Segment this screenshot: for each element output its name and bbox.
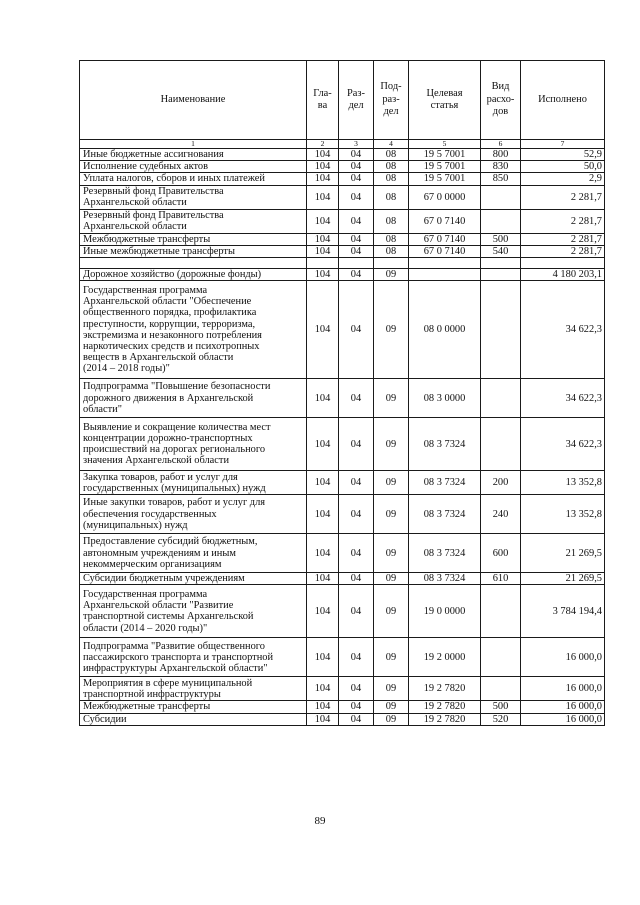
row-statya: 19 2 7820 [409,677,481,701]
row-vid [481,585,521,638]
table-row [80,638,605,677]
row-razdel: 04 [339,185,374,209]
row-executed: 52,9 [521,149,605,161]
row-podrazdel: 09 [374,701,409,713]
header-statya: Целевая статья [409,61,481,140]
row-razdel: 04 [339,209,374,233]
table-row [80,701,605,713]
table-row [80,418,605,471]
row-razdel: 04 [339,713,374,725]
row-razdel [339,258,374,269]
row-podrazdel: 09 [374,471,409,495]
row-vid [481,379,521,418]
row-vid: 830 [481,161,521,173]
row-statya: 19 0 0000 [409,585,481,638]
row-executed: 34 622,3 [521,281,605,379]
row-vid: 520 [481,713,521,725]
header-razdel: Раз- дел [339,61,374,140]
row-razdel: 04 [339,471,374,495]
row-executed: 3 784 194,4 [521,585,605,638]
row-vid: 200 [481,471,521,495]
row-razdel: 04 [339,245,374,257]
row-executed: 34 622,3 [521,418,605,471]
row-vid: 240 [481,495,521,534]
table-row [80,245,605,257]
table-row [80,471,605,495]
row-name: Государственная программа Архангельской области "Развитие транспортной системы Архангельской области (2014 – 2020 годы)" [80,585,307,638]
row-glava: 104 [307,149,339,161]
table-row [80,209,605,233]
row-glava: 104 [307,379,339,418]
column-number: 3 [339,140,374,149]
row-razdel: 04 [339,418,374,471]
row-podrazdel: 09 [374,534,409,573]
row-name: Резервный фонд Правительства Архангельской области [80,185,307,209]
column-number: 1 [80,140,307,149]
row-glava: 104 [307,638,339,677]
row-podrazdel: 09 [374,379,409,418]
row-name: Мероприятия в сфере муниципальной транспортной инфраструктуры [80,677,307,701]
row-name: Межбюджетные трансферты [80,701,307,713]
row-razdel: 04 [339,379,374,418]
column-number: 5 [409,140,481,149]
row-name: Субсидии [80,713,307,725]
row-podrazdel: 08 [374,173,409,185]
row-statya: 08 3 7324 [409,534,481,573]
row-razdel: 04 [339,269,374,281]
table-row [80,161,605,173]
row-statya: 19 5 7001 [409,149,481,161]
table-row [80,149,605,161]
row-glava: 104 [307,161,339,173]
row-statya [409,269,481,281]
header-glava: Гла- ва [307,61,339,140]
row-vid: 540 [481,245,521,257]
row-name: Иные бюджетные ассигнования [80,149,307,161]
row-executed: 4 180 203,1 [521,269,605,281]
row-vid [481,269,521,281]
header-podrazdel: Под- раз- дел [374,61,409,140]
row-podrazdel [374,258,409,269]
row-name: Выявление и сокращение количества мест концентрации дорожно-транспортных происшествий на дорогах регионального значения Архангельской области [80,418,307,471]
row-vid [481,677,521,701]
row-executed: 21 269,5 [521,573,605,585]
row-glava: 104 [307,713,339,725]
row-vid: 500 [481,233,521,245]
table-row [80,534,605,573]
column-number: 2 [307,140,339,149]
row-razdel: 04 [339,281,374,379]
row-vid: 800 [481,149,521,161]
row-razdel: 04 [339,173,374,185]
row-glava: 104 [307,233,339,245]
row-name: Субсидии бюджетным учреждениям [80,573,307,585]
row-glava: 104 [307,701,339,713]
table-row [80,585,605,638]
column-number: 6 [481,140,521,149]
row-executed: 2 281,7 [521,209,605,233]
row-podrazdel: 09 [374,418,409,471]
row-executed: 34 622,3 [521,379,605,418]
row-vid [481,418,521,471]
row-name [80,258,307,269]
table-row [80,281,605,379]
row-executed: 13 352,8 [521,471,605,495]
column-number: 4 [374,140,409,149]
table-row [80,173,605,185]
row-name: Резервный фонд Правительства Архангельской области [80,209,307,233]
row-name: Предоставление субсидий бюджетным, автономным учреждениям и иным некоммерческим организациям [80,534,307,573]
row-statya: 67 0 7140 [409,245,481,257]
header-executed: Исполнено [521,61,605,140]
table-row [80,185,605,209]
row-name: Закупка товаров, работ и услуг для государственных (муниципальных) нужд [80,471,307,495]
table-row [80,677,605,701]
row-podrazdel: 08 [374,209,409,233]
row-statya: 08 0 0000 [409,281,481,379]
row-name: Межбюджетные трансферты [80,233,307,245]
row-executed: 50,0 [521,161,605,173]
row-name: Подпрограмма "Повышение безопасности дорожного движения в Архангельской области" [80,379,307,418]
budget-execution-table [79,60,605,726]
row-glava: 104 [307,495,339,534]
row-executed: 16 000,0 [521,701,605,713]
row-name: Уплата налогов, сборов и иных платежей [80,173,307,185]
row-glava: 104 [307,269,339,281]
row-executed: 21 269,5 [521,534,605,573]
row-statya: 67 0 7140 [409,209,481,233]
row-glava: 104 [307,418,339,471]
table-row [80,233,605,245]
table-row [80,713,605,725]
row-razdel: 04 [339,534,374,573]
row-podrazdel: 08 [374,185,409,209]
row-executed: 2 281,7 [521,245,605,257]
row-executed [521,258,605,269]
row-podrazdel: 09 [374,638,409,677]
header-row [80,61,605,140]
row-glava: 104 [307,573,339,585]
row-vid [481,209,521,233]
row-name: Исполнение судебных актов [80,161,307,173]
row-statya: 19 2 7820 [409,701,481,713]
table-row [80,258,605,269]
column-number-row [80,140,605,149]
row-glava: 104 [307,281,339,379]
row-vid [481,281,521,379]
row-name: Дорожное хозяйство (дорожные фонды) [80,269,307,281]
row-executed: 16 000,0 [521,677,605,701]
row-podrazdel: 09 [374,573,409,585]
row-razdel: 04 [339,233,374,245]
row-statya: 08 3 7324 [409,495,481,534]
row-razdel: 04 [339,149,374,161]
row-glava: 104 [307,585,339,638]
row-vid: 500 [481,701,521,713]
row-razdel: 04 [339,638,374,677]
table-row [80,573,605,585]
row-glava: 104 [307,677,339,701]
row-statya: 08 3 7324 [409,573,481,585]
row-statya: 67 0 0000 [409,185,481,209]
page-number: 89 [314,815,326,827]
row-razdel: 04 [339,161,374,173]
row-name: Подпрограмма "Развитие общественного пассажирского транспорта и транспортной инфраструктуры Архангельской области" [80,638,307,677]
row-glava: 104 [307,173,339,185]
row-statya: 08 3 0000 [409,379,481,418]
row-podrazdel: 08 [374,161,409,173]
row-statya: 19 5 7001 [409,173,481,185]
table-row [80,269,605,281]
row-name: Иные межбюджетные трансферты [80,245,307,257]
row-razdel: 04 [339,701,374,713]
row-name: Государственная программа Архангельской области "Обеспечение общественного порядка, профилактика преступности, коррупции, терроризма, экстремизма и незаконного потребления наркотических средств и психотропных веществ в Архангельской области (2014 – 2018 годы)" [80,281,307,379]
table-body [80,61,605,726]
row-glava: 104 [307,185,339,209]
row-glava: 104 [307,209,339,233]
row-podrazdel: 09 [374,495,409,534]
row-statya: 19 5 7001 [409,161,481,173]
row-razdel: 04 [339,677,374,701]
row-podrazdel: 09 [374,677,409,701]
column-number: 7 [521,140,605,149]
row-statya: 19 2 0000 [409,638,481,677]
row-razdel: 04 [339,495,374,534]
row-glava: 104 [307,471,339,495]
row-statya: 08 3 7324 [409,418,481,471]
row-executed: 2 281,7 [521,233,605,245]
header-vid: Вид расхо- дов [481,61,521,140]
row-executed: 16 000,0 [521,638,605,677]
row-statya: 67 0 7140 [409,233,481,245]
row-glava [307,258,339,269]
row-podrazdel: 09 [374,585,409,638]
row-statya: 19 2 7820 [409,713,481,725]
row-glava: 104 [307,534,339,573]
row-vid: 850 [481,173,521,185]
row-podrazdel: 08 [374,233,409,245]
row-vid [481,258,521,269]
row-executed: 13 352,8 [521,495,605,534]
row-statya: 08 3 7324 [409,471,481,495]
row-razdel: 04 [339,585,374,638]
row-statya [409,258,481,269]
row-vid [481,638,521,677]
row-glava: 104 [307,245,339,257]
row-vid: 600 [481,534,521,573]
table-row [80,379,605,418]
row-vid: 610 [481,573,521,585]
row-executed: 16 000,0 [521,713,605,725]
row-podrazdel: 09 [374,713,409,725]
row-vid [481,185,521,209]
row-executed: 2,9 [521,173,605,185]
header-name: Наименование [80,61,307,140]
row-podrazdel: 08 [374,149,409,161]
row-name: Иные закупки товаров, работ и услуг для обеспечения государственных (муниципальных) нужд [80,495,307,534]
row-podrazdel: 09 [374,269,409,281]
table-row [80,495,605,534]
row-podrazdel: 08 [374,245,409,257]
row-razdel: 04 [339,573,374,585]
row-executed: 2 281,7 [521,185,605,209]
row-podrazdel: 09 [374,281,409,379]
